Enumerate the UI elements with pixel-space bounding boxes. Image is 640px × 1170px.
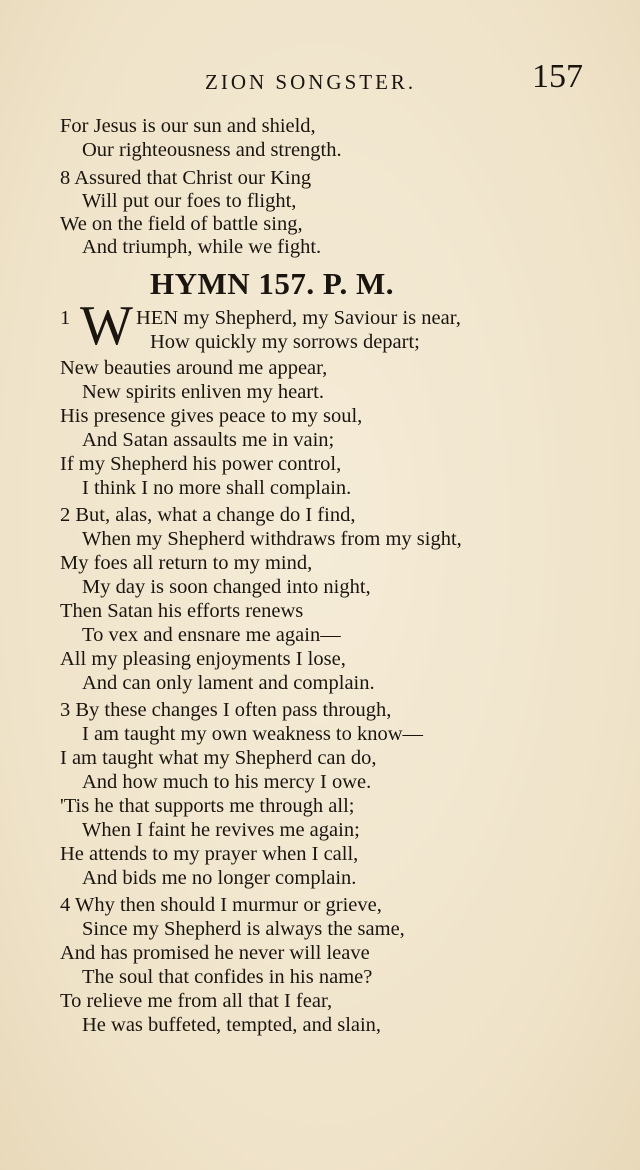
verse-line: If my Shepherd his power control, <box>60 453 342 475</box>
verse-line: He attends to my prayer when I call, <box>60 843 359 865</box>
verse-line: To relieve me from all that I fear, <box>60 990 333 1012</box>
verse-line: Since my Shepherd is always the same, <box>82 918 405 940</box>
stanza-number: 1 <box>60 307 71 329</box>
verse-line: I think I no more shall complain. <box>82 477 352 499</box>
verse-line: 'Tis he that supports me through all; <box>60 795 355 817</box>
drop-cap: W <box>80 295 133 357</box>
verse-line: The soul that confides in his name? <box>82 966 373 988</box>
verse-line: And bids me no longer complain. <box>82 867 357 889</box>
verse-line: How quickly my sorrows depart; <box>150 331 420 353</box>
verse-line: Then Satan his efforts renews <box>60 600 304 622</box>
verse-line: When I faint he revives me again; <box>82 819 360 841</box>
running-head: ZION SONGSTER. <box>205 70 417 94</box>
hymn-title: HYMN 157. P. M. <box>150 266 394 301</box>
verse-line: My foes all return to my mind, <box>60 552 313 574</box>
verse-line: 8 Assured that Christ our King <box>60 167 312 189</box>
verse-line: And Satan assaults me in vain; <box>82 429 335 451</box>
verse-line: I am taught my own weakness to know— <box>82 723 424 745</box>
verse-line: He was buffeted, tempted, and slain, <box>82 1014 382 1036</box>
verse-line: All my pleasing enjoyments I lose, <box>60 648 346 670</box>
verse-line: New beauties around me appear, <box>60 357 328 379</box>
verse-line: 2 But, alas, what a change do I find, <box>60 504 356 526</box>
verse-line: HEN my Shepherd, my Saviour is near, <box>136 307 461 329</box>
verse-line: Will put our foes to flight, <box>82 190 297 212</box>
verse-line: His presence gives peace to my soul, <box>60 405 363 427</box>
verse-line: And triumph, while we fight. <box>82 236 322 258</box>
verse-line: And can only lament and complain. <box>82 672 375 694</box>
verse-line: My day is soon changed into night, <box>82 576 371 598</box>
verse-line: We on the field of battle sing, <box>60 213 303 235</box>
verse-line: When my Shepherd withdraws from my sight, <box>82 528 462 550</box>
verse-line: New spirits enliven my heart. <box>82 381 324 403</box>
verse-line: And has promised he never will leave <box>60 942 370 964</box>
verse-line: 4 Why then should I murmur or grieve, <box>60 894 382 916</box>
verse-line: For Jesus is our sun and shield, <box>60 115 316 137</box>
verse-line: 3 By these changes I often pass through, <box>60 699 392 721</box>
verse-line: I am taught what my Shepherd can do, <box>60 747 377 769</box>
verse-line: And how much to his mercy I owe. <box>82 771 372 793</box>
verse-line: To vex and ensnare me again— <box>82 624 341 646</box>
page-number: 157 <box>532 58 583 95</box>
verse-line: Our righteousness and strength. <box>82 139 342 161</box>
